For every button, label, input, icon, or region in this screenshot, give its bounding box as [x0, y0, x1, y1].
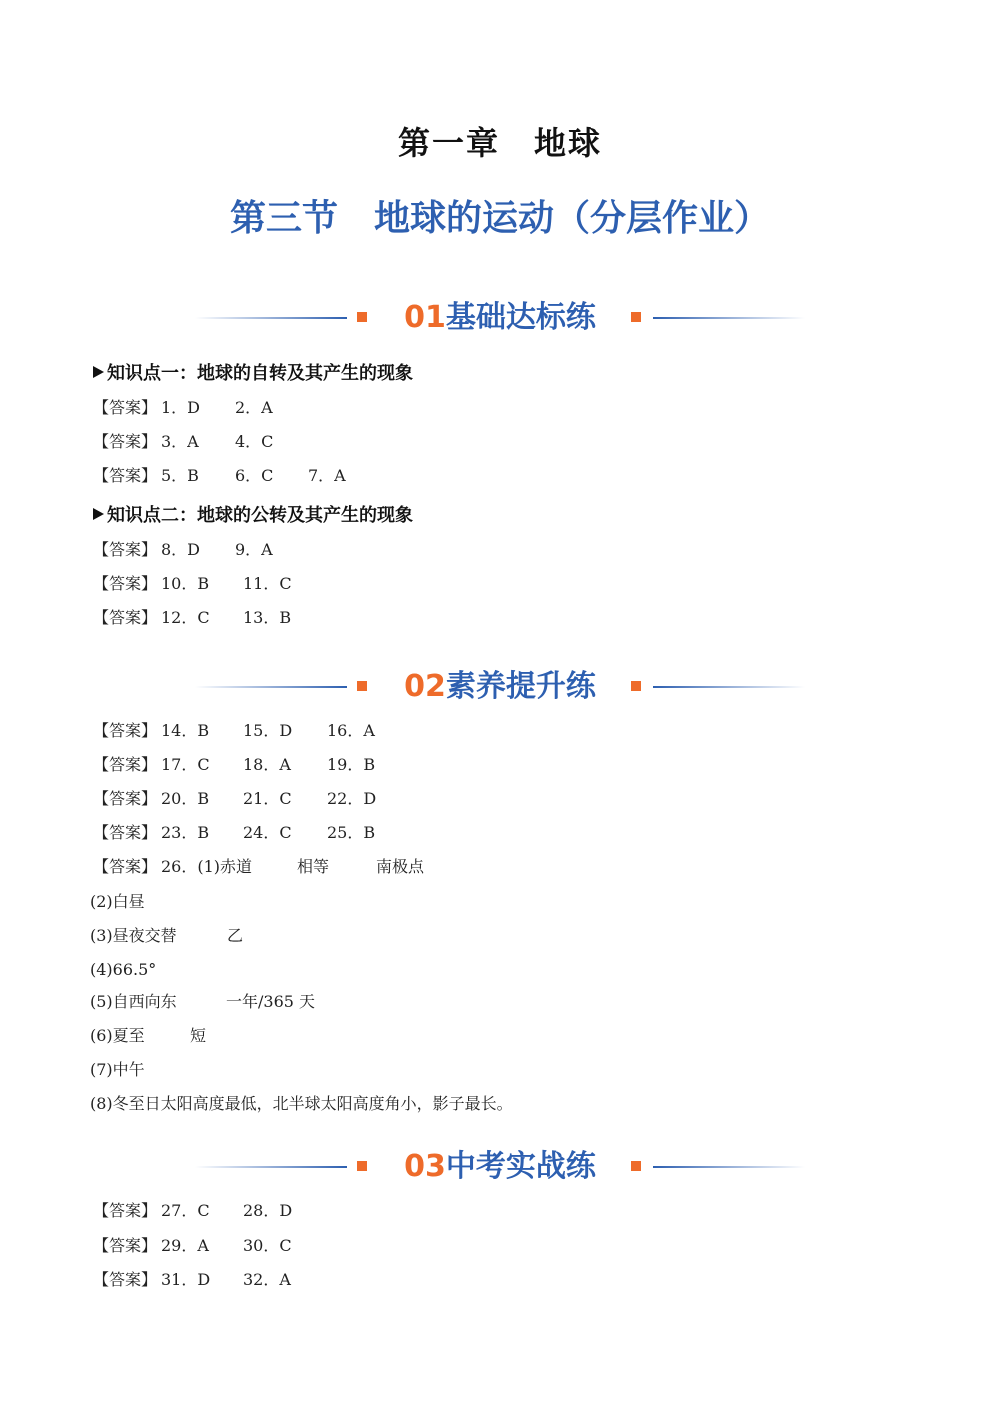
- section-banner-03: [195, 1145, 805, 1189]
- answer-item: 11．C: [243, 574, 292, 593]
- knowledge-point-text: 知识点二：地球的公转及其产生的现象: [107, 505, 413, 526]
- banner-number: 03: [404, 1149, 446, 1184]
- answer-item: 4．C: [235, 432, 274, 451]
- banner-line-left: [195, 1166, 347, 1168]
- answer-item: 16．A: [327, 721, 375, 740]
- answer-item: 10．B: [161, 574, 210, 593]
- banner-line-left: [195, 317, 347, 319]
- answer-item: 32．A: [243, 1270, 291, 1289]
- sub-answer-item: (5)自西向东: [90, 992, 177, 1011]
- answer-item: 18．A: [243, 755, 291, 774]
- banner-square-icon: [631, 312, 641, 322]
- chapter-title: 第一章 地球: [397, 124, 602, 162]
- answer-item: 29．A: [161, 1236, 209, 1255]
- banner-label: [380, 665, 620, 709]
- answer-prefix: 【答案】: [93, 857, 158, 876]
- banner-label: [380, 296, 620, 340]
- sub-answer-item: 短: [190, 1026, 207, 1045]
- answer-item: 26．(1)赤道: [161, 857, 253, 876]
- banner-line-right: [653, 1166, 805, 1168]
- banner-label: [380, 1145, 620, 1189]
- answer-item: 2．A: [235, 398, 273, 417]
- answer-item: 30．C: [243, 1236, 292, 1255]
- section-banner-02: [195, 665, 805, 709]
- knowledge-point-title: [93, 359, 413, 385]
- answer-item: 相等: [297, 857, 330, 876]
- banner-text: 基础达标练: [445, 300, 596, 335]
- answer-prefix: 【答案】: [93, 789, 158, 808]
- answer-item: 9．A: [235, 540, 273, 559]
- section-banner-01: [195, 296, 805, 340]
- answer-item: 15．D: [243, 721, 293, 740]
- answer-item: 23．B: [161, 823, 210, 842]
- answer-item: 28．D: [243, 1201, 293, 1220]
- banner-number: 01: [404, 300, 446, 335]
- answer-item: 8．D: [161, 540, 201, 559]
- answer-item: 3．A: [161, 432, 199, 451]
- banner-line-right: [653, 686, 805, 688]
- sub-answer-item: (7)中午: [90, 1060, 145, 1079]
- banner-square-icon: [357, 312, 367, 322]
- knowledge-point-title: [93, 501, 413, 527]
- answer-item: 14．B: [161, 721, 210, 740]
- sub-answer-item: (2)白昼: [90, 892, 145, 911]
- answer-item: 21．C: [243, 789, 292, 808]
- answer-item: 1．D: [161, 398, 201, 417]
- banner-text: 素养提升练: [445, 669, 596, 704]
- sub-answer-item: (8)冬至日太阳高度最低，北半球太阳高度角小，影子最长。: [90, 1094, 513, 1113]
- answer-prefix: 【答案】: [93, 1201, 158, 1220]
- answer-prefix: 【答案】: [93, 574, 158, 593]
- banner-line-right: [653, 317, 805, 319]
- answer-item: 31．D: [161, 1270, 211, 1289]
- answer-item: 24．C: [243, 823, 292, 842]
- answer-item: 南极点: [376, 857, 425, 876]
- sub-answer-item: 乙: [227, 926, 244, 945]
- banner-line-left: [195, 686, 347, 688]
- sub-answer-item: (6)夏至: [90, 1026, 145, 1045]
- banner-square-icon: [631, 681, 641, 691]
- answer-prefix: 【答案】: [93, 823, 158, 842]
- knowledge-point-text: 知识点一：地球的自转及其产生的现象: [107, 363, 413, 384]
- banner-number: 02: [404, 669, 446, 704]
- banner-square-icon: [357, 1161, 367, 1171]
- answer-item: 27．C: [161, 1201, 210, 1220]
- answer-prefix: 【答案】: [93, 1236, 158, 1255]
- answer-prefix: 【答案】: [93, 721, 158, 740]
- section-title: 第三节 地球的运动（分层作业）: [229, 198, 770, 239]
- banner-text: 中考实战练: [445, 1149, 596, 1184]
- answer-item: 6．C: [235, 466, 274, 485]
- answer-prefix: 【答案】: [93, 755, 158, 774]
- triangle-bullet-icon: [93, 508, 104, 520]
- answer-prefix: 【答案】: [93, 398, 158, 417]
- answer-prefix: 【答案】: [93, 540, 158, 559]
- answer-prefix: 【答案】: [93, 466, 158, 485]
- sub-answer-item: 一年/365 天: [226, 992, 316, 1011]
- answer-item: 19．B: [327, 755, 376, 774]
- answer-item: 7．A: [308, 466, 346, 485]
- answer-item: 25．B: [327, 823, 376, 842]
- answer-prefix: 【答案】: [93, 1270, 158, 1289]
- triangle-bullet-icon: [93, 366, 104, 378]
- banner-square-icon: [357, 681, 367, 691]
- banner-square-icon: [631, 1161, 641, 1171]
- sub-answer-item: (4)66.5°: [90, 960, 157, 979]
- answer-prefix: 【答案】: [93, 432, 158, 451]
- answer-item: 22．D: [327, 789, 377, 808]
- answer-item: 17．C: [161, 755, 210, 774]
- sub-answer-item: (3)昼夜交替: [90, 926, 177, 945]
- answer-item: 13．B: [243, 608, 292, 627]
- answer-item: 12．C: [161, 608, 210, 627]
- answer-item: 5．B: [161, 466, 199, 485]
- answer-item: 20．B: [161, 789, 210, 808]
- answer-prefix: 【答案】: [93, 608, 158, 627]
